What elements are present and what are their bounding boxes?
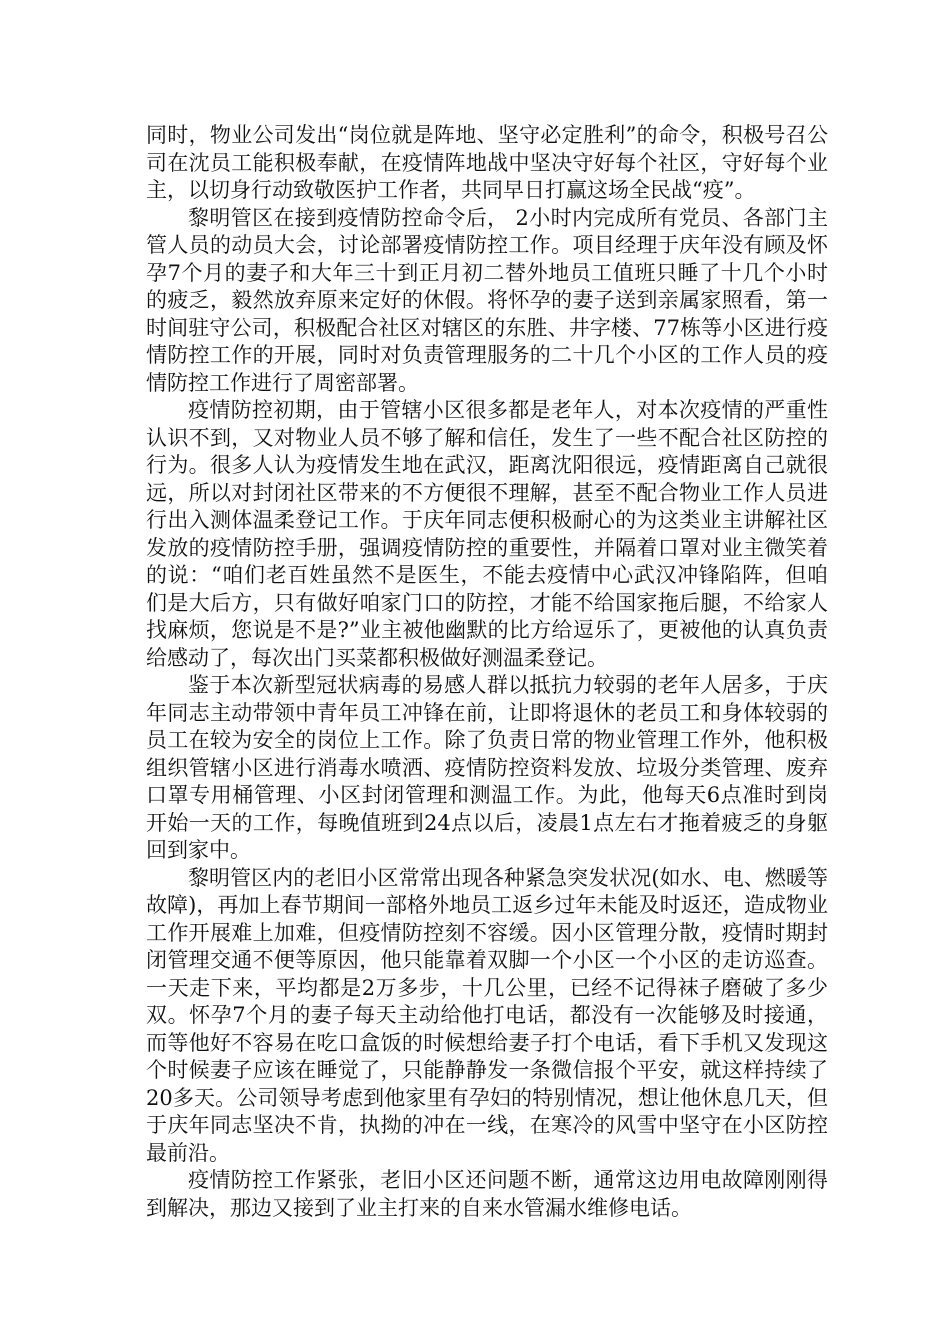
paragraph-3: 疫情防控初期，由于管辖小区很多都是老年人，对本次疫情的严重性认识不到，又对物业人员不够了解和信任，发生了一些不配合社区防控的行为。很多人认为疫情发生地在武汉，距离沈阳很远，疫情距离自己就很远，所以对封闭社区带来的不方便很不理解，甚至不配合物业工作人员进行出入测体温柔登记工作。于庆年同志便积极耐心的为这类业主讲解社区发放的疫情防控手册，强调疫情防控的重要性，并隔着口罩对业主微笑着的说：“咱们老百姓虽然不是医生，不能去疫情中心武汉冲锋陷阵，但咱们是大后方，只有做好咱家门口的防控，才能不给国家拖后腿，不给家人找麻烦，您说是不是?”业主被他幽默的比方给逗乐了，更被他的认真负责给感动了，每次出门买菜都积极做好测温柔登记。 [146,398,828,670]
document-page [146,122,828,1222]
paragraph-5: 黎明管区内的老旧小区常常出现各种紧急突发状况(如水、电、燃暖等故障)，再加上春节期间一部格外地员工返乡过年未能及时返还，造成物业工作开展难上加难，但疫情防控刻不容缓。因小区管理分散，疫情时期封闭管理交通不便等原因，他只能靠着双脚一个小区一个小区的走访巡查。一天走下来，平均都是2万多步，十几公里，已经不记得袜子磨破了多少双。怀孕7个月的妻子每天主动给他打电话，都没有一次能够及时接通，而等他好不容易在吃口盒饭的时候想给妻子打个电话，看下手机又发现这个时候妻子应该在睡觉了，只能静静发一条微信报个平安，就这样持续了20多天。公司领导考虑到他家里有孕妇的特别情况，想让他休息几天，但于庆年同志坚决不肯，执拗的冲在一线，在寒冷的风雪中坚守在小区防控最前沿。 [146,865,828,1165]
paragraph-6: 疫情防控工作紧张，老旧小区还问题不断，通常这边用电故障刚刚得到解决，那边又接到了业主打来的自来水管漏水维修电话。 [146,1168,828,1220]
paragraph-1: 同时，物业公司发出“岗位就是阵地、坚守必定胜利”的命令，积极号召公司在沈员工能积极奉献，在疫情阵地战中坚决守好每个社区，守好每个业主，以切身行动致敬医护工作者，共同早日打赢这场全民战“疫”。 [146,123,828,202]
paragraph-2: 黎明管区在接到疫情防控命令后， 2小时内完成所有党员、各部门主管人员的动员大会，讨论部署疫情防控工作。项目经理于庆年没有顾及怀孕7个月的妻子和大年三十到正月初二替外地员工值班只睡了十几个小时的疲乏，毅然放弃原来定好的休假。将怀孕的妻子送到亲属家照看，第一时间驻守公司，积极配合社区对辖区的东胜、井字楼、77栋等小区进行疫情防控工作的开展，同时对负责管理服务的二十几个小区的工作人员的疫情防控工作进行了周密部署。 [146,205,828,395]
paragraph-4: 鉴于本次新型冠状病毒的易感人群以抵抗力较弱的老年人居多，于庆年同志主动带领中青年员工冲锋在前，让即将退休的老员工和身体较弱的员工在较为安全的岗位上工作。除了负责日常的物业管理工作外，他积极组织管辖小区进行消毒水喷洒、疫情防控资料发放、垃圾分类管理、废弃口罩专用桶管理、小区封闭管理和测温工作。为此，他每天6点准时到岗开始一天的工作，每晚值班到24点以后，凌晨1点左右才拖着疲乏的身躯回到家中。 [146,673,828,862]
